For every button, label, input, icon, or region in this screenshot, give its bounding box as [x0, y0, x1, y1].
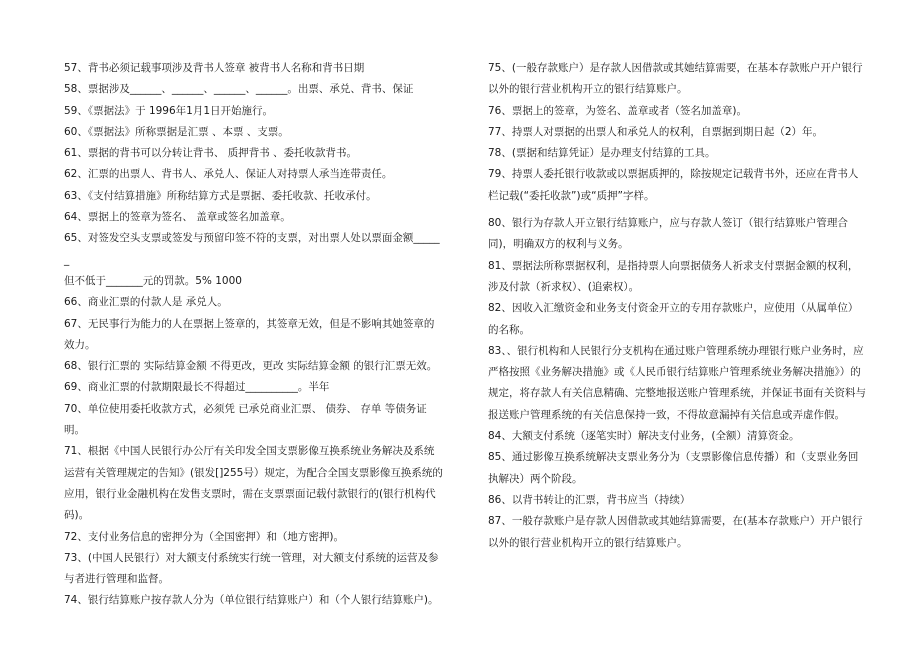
item-78: 78、(票据和结算凭证）是办理支付结算的工具。: [488, 147, 716, 160]
item-71: 71、根据《中国人民银行办公厅有关印发全国支票影像互换系统业务解决及系统运营有关管理规定的告知》(银发[]255号）规定，为配合全国支票影像互换系统的应用，银行业金融机构在发售支票时，需在支票票面记载付款银行的(银行机构代码)。: [64, 445, 443, 522]
item-73: 73、(中国人民银行）对大额支付系统实行统一管理，对大额支付系统的运营及参与者进行管理和监督。: [64, 551, 439, 586]
right-column: [488, 58, 868, 554]
item-62: 62、汇票的出票人、背书人、承兑人、保证人对持票人承当连带责任。: [64, 168, 393, 181]
item-84: 84、大额支付系统（逐笔实时）解决支付业务，(全额）清算资金。: [488, 430, 800, 443]
item-67: 67、无民事行为能力的人在票据上签章的，其签章无效，但是不影响其她签章的效力。: [64, 317, 435, 351]
item-72: 72、支付业务信息的密押分为（全国密押）和（地方密押)。: [64, 530, 344, 543]
item-85: 85、通过影像互换系统解决支票业务分为（支票影像信息传播）和（支票业务回执解决）两个阶段。: [488, 451, 859, 485]
item-66: 66、商业汇票的付款人是 承兑人。: [64, 296, 228, 309]
item-80: 80、银行为存款人开立银行结算账户，应与存款人签订（银行结算账户管理合同)，明确双方的权利与义务。: [488, 217, 848, 251]
item-74: 74、银行结算账户按存款人分为（单位银行结算账户）和（个人银行结算账户)。: [64, 594, 439, 607]
item-79: 79、持票人委托银行收款或以票据质押的，除按规定记载背书外，还应在背书人栏记载(“委托收款”)或“质押”字样。: [488, 168, 859, 202]
item-70: 70、单位使用委托收款方式，必须凭 已承兑商业汇票、 债券、 存单 等债务证明。: [64, 402, 427, 437]
item-58: 58、票据涉及______、______、______、______。出票、承兑、背书、保证: [64, 83, 414, 96]
item-83: 83、、银行机构和人民银行分支机构在通过账户管理系统办理银行账户业务时，应严格按照《业务解决措施》或《人民币银行结算账户管理系统业务解决措施》）的规定，将存款人有关信息精确、完整地报送账户管理系统，并保证书面有关资料与报送账户管理系统的有关信息保持一致，不得故意漏掉有关信息或弄虚作假。: [488, 344, 866, 421]
item-65-continued: 但不低于_______元的罚款。5% 1000: [64, 274, 242, 287]
item-63: 63、《支付结算措施》所称结算方式是票据、委托收款、托收承付。: [64, 189, 377, 202]
item-87: 87、一般存款账户是存款人因借款或其她结算需要，在(基本存款账户）开户银行以外的银行营业机构开立的银行结算账户。: [488, 515, 863, 549]
item-69: 69、商业汇票的付款期限最长不得超过__________。半年: [64, 381, 330, 394]
item-65: 65、对签发空头支票或签发与预留印签不符的支票，对出票人处以票面金额______: [64, 232, 440, 266]
item-76: 76、票据上的签章，为签名、盖章或者（签名加盖章)。: [488, 104, 747, 117]
item-82: 82、因收入汇缴资金和业务支付资金开立的专用存款账户，应使用（从属单位）的名称。: [488, 302, 859, 336]
item-81: 81、票据法所称票据权利，是指持票人向票据债务人祈求支付票据金额的权利，涉及付款（祈求权）、(追索权）。: [488, 259, 859, 293]
item-59: 59、《票据法》于 1996年1月1日开始施行。: [64, 104, 274, 117]
item-64: 64、票据上的签章为签名、 盖章或签名加盖章。: [64, 211, 291, 224]
item-57: 57、背书必须记载事项涉及背书人签章 被背书人名称和背书日期: [64, 62, 365, 74]
item-68: 68、银行汇票的 实际结算金额 不得更改，更改 实际结算金额 的银行汇票无效。: [64, 360, 438, 373]
item-77: 77、持票人对票据的出票人和承兑人的权利，自票据到期日起（2）年。: [488, 125, 824, 138]
item-86: 86、以背书转让的汇票，背书应当（持续）: [488, 493, 691, 506]
item-61: 61、票据的背书可以分转让背书、 质押背书 、委托收款背书。: [64, 147, 358, 160]
left-column: [64, 58, 444, 612]
item-75: 75、(一般存款账户）是存款人因借款或其她结算需要，在基本存款账户开户银行以外的银行营业机构开立的银行结算账户。: [488, 62, 863, 96]
item-60: 60、《票据法》所称票据是汇票 、本票 、支票。: [64, 125, 289, 138]
